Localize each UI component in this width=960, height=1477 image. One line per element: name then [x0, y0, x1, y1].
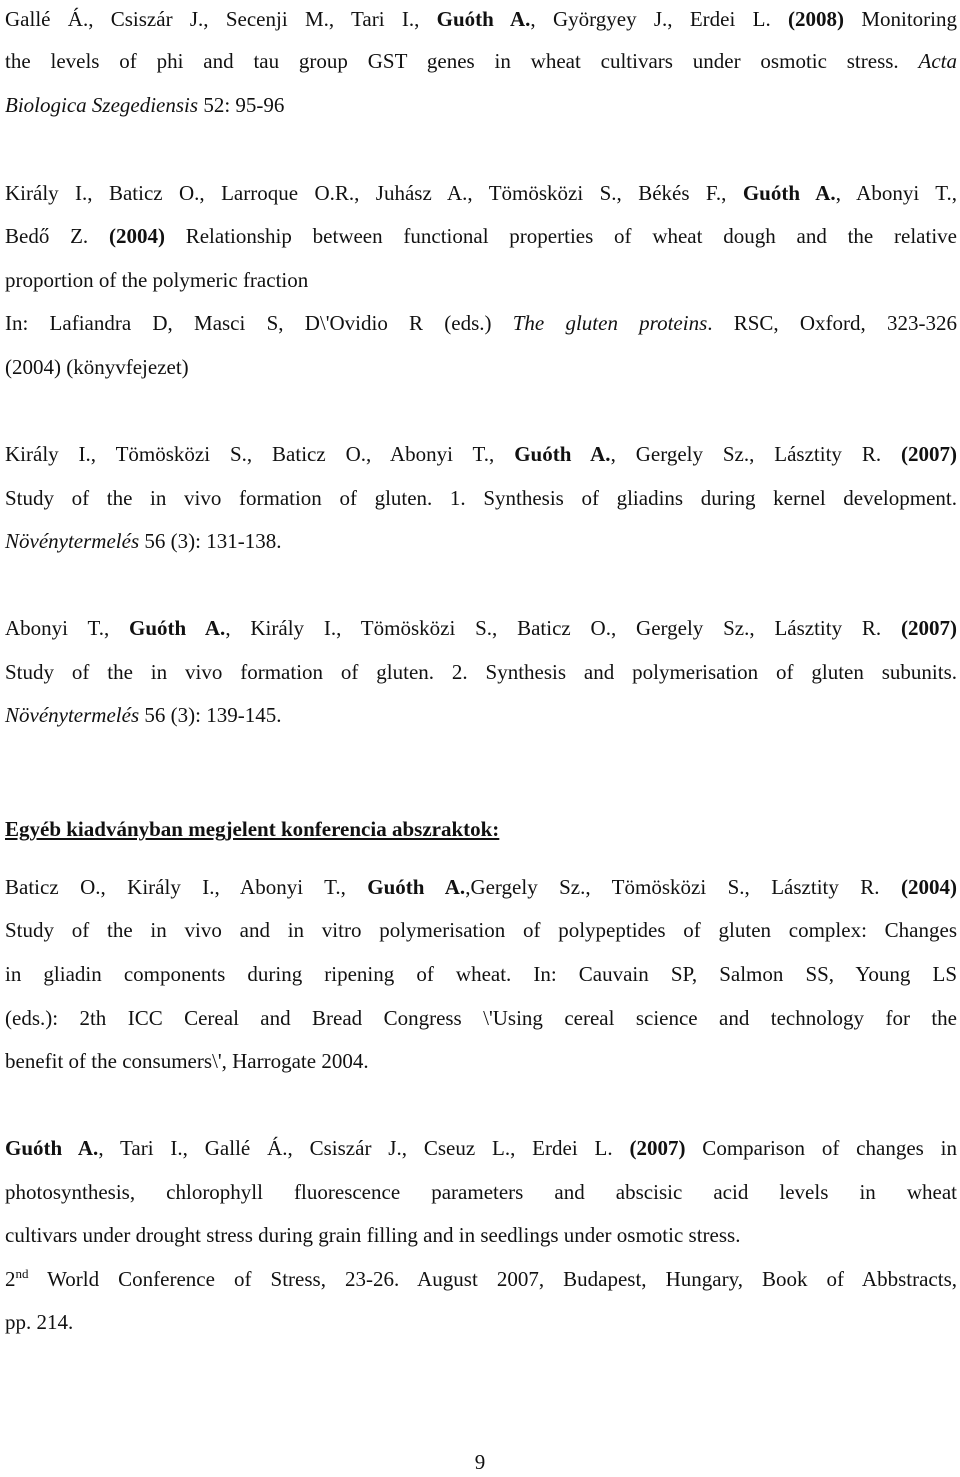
ref-4-line-2: Study of the in vivo formation of gluten. 2. Synthesis and polymerisation of gluten subunits. [5, 660, 957, 684]
ref-1-line-2: the levels of phi and tau group GST genes in wheat cultivars under osmotic stress. Acta [5, 49, 957, 73]
conf-2-line-3: cultivars under drought stress during grain filling and in seedlings under osmotic stress. [5, 1223, 741, 1247]
ref-2-line-5: (2004) (könyvfejezet) [5, 355, 189, 379]
conf-1-line-5: benefit of the consumers\', Harrogate 2004. [5, 1049, 369, 1073]
section-heading: Egyéb kiadványban megjelent konferencia abszraktok: [5, 817, 500, 841]
ref-3-line-2: Study of the in vivo formation of gluten. 1. Synthesis of gliadins during kernel development. [5, 486, 957, 510]
ref-4-line-3: Növénytermelés 56 (3): 139-145. [5, 703, 282, 727]
ref-2-line-3: proportion of the polymeric fraction [5, 268, 309, 292]
page-number: 9 [474, 1450, 486, 1474]
conf-1-line-3: in gliadin components during ripening of wheat. In: Cauvain SP, Salmon SS, Young LS [5, 962, 957, 986]
ref-2-line-4: In: Lafiandra D, Masci S, D\'Ovidio R (eds.) The gluten proteins. RSC, Oxford, 323-326 [5, 311, 958, 335]
conf-2-line-2: photosynthesis, chlorophyll fluorescence parameters and abscisic acid levels in wheat [5, 1180, 957, 1204]
conf-1-line-2: Study of the in vivo and in vitro polymerisation of polypeptides of gluten complex: Changes [5, 918, 957, 942]
ref-3-line-3: Növénytermelés 56 (3): 131-138. [5, 529, 282, 553]
ref-2-line-1: Király I., Baticz O., Larroque O.R., Juhász A., Tömösközi S., Békés F., Guóth A., Abonyi T., [5, 181, 957, 205]
conf-1-line-1: Baticz O., Király I., Abonyi T., Guóth A.,Gergely Sz., Tömösközi S., Lásztity R. (2004) [5, 875, 957, 899]
conf-1-line-4: (eds.): 2th ICC Cereal and Bread Congress \'Using cereal science and technology for the [5, 1006, 957, 1030]
ref-2-line-2: Bedő Z. (2004) Relationship between functional properties of wheat dough and the relative [5, 224, 957, 248]
ref-3-line-1: Király I., Tömösközi S., Baticz O., Abonyi T., Guóth A., Gergely Sz., Lásztity R. (2007) [5, 442, 957, 466]
conf-2-line-5: pp. 214. [5, 1310, 74, 1334]
ref-1-line-3: Biologica Szegediensis 52: 95-96 [5, 93, 285, 117]
ref-1-line-1: Gallé Á., Csiszár J., Secenji M., Tari I., Guóth A., Györgyey J., Erdei L. (2008) Monitoring [5, 7, 957, 31]
conf-2-line-4: 2nd World Conference of Stress, 23-26. August 2007, Budapest, Hungary, Book of Abbstracts, [5, 1266, 957, 1291]
conf-2-line-1: Guóth A., Tari I., Gallé Á., Csiszár J., Cseuz L., Erdei L. (2007) Comparison of changes in [5, 1136, 958, 1160]
ref-4-line-1: Abonyi T., Guóth A., Király I., Tömösközi S., Baticz O., Gergely Sz., Lásztity R. (2007) [5, 616, 957, 640]
